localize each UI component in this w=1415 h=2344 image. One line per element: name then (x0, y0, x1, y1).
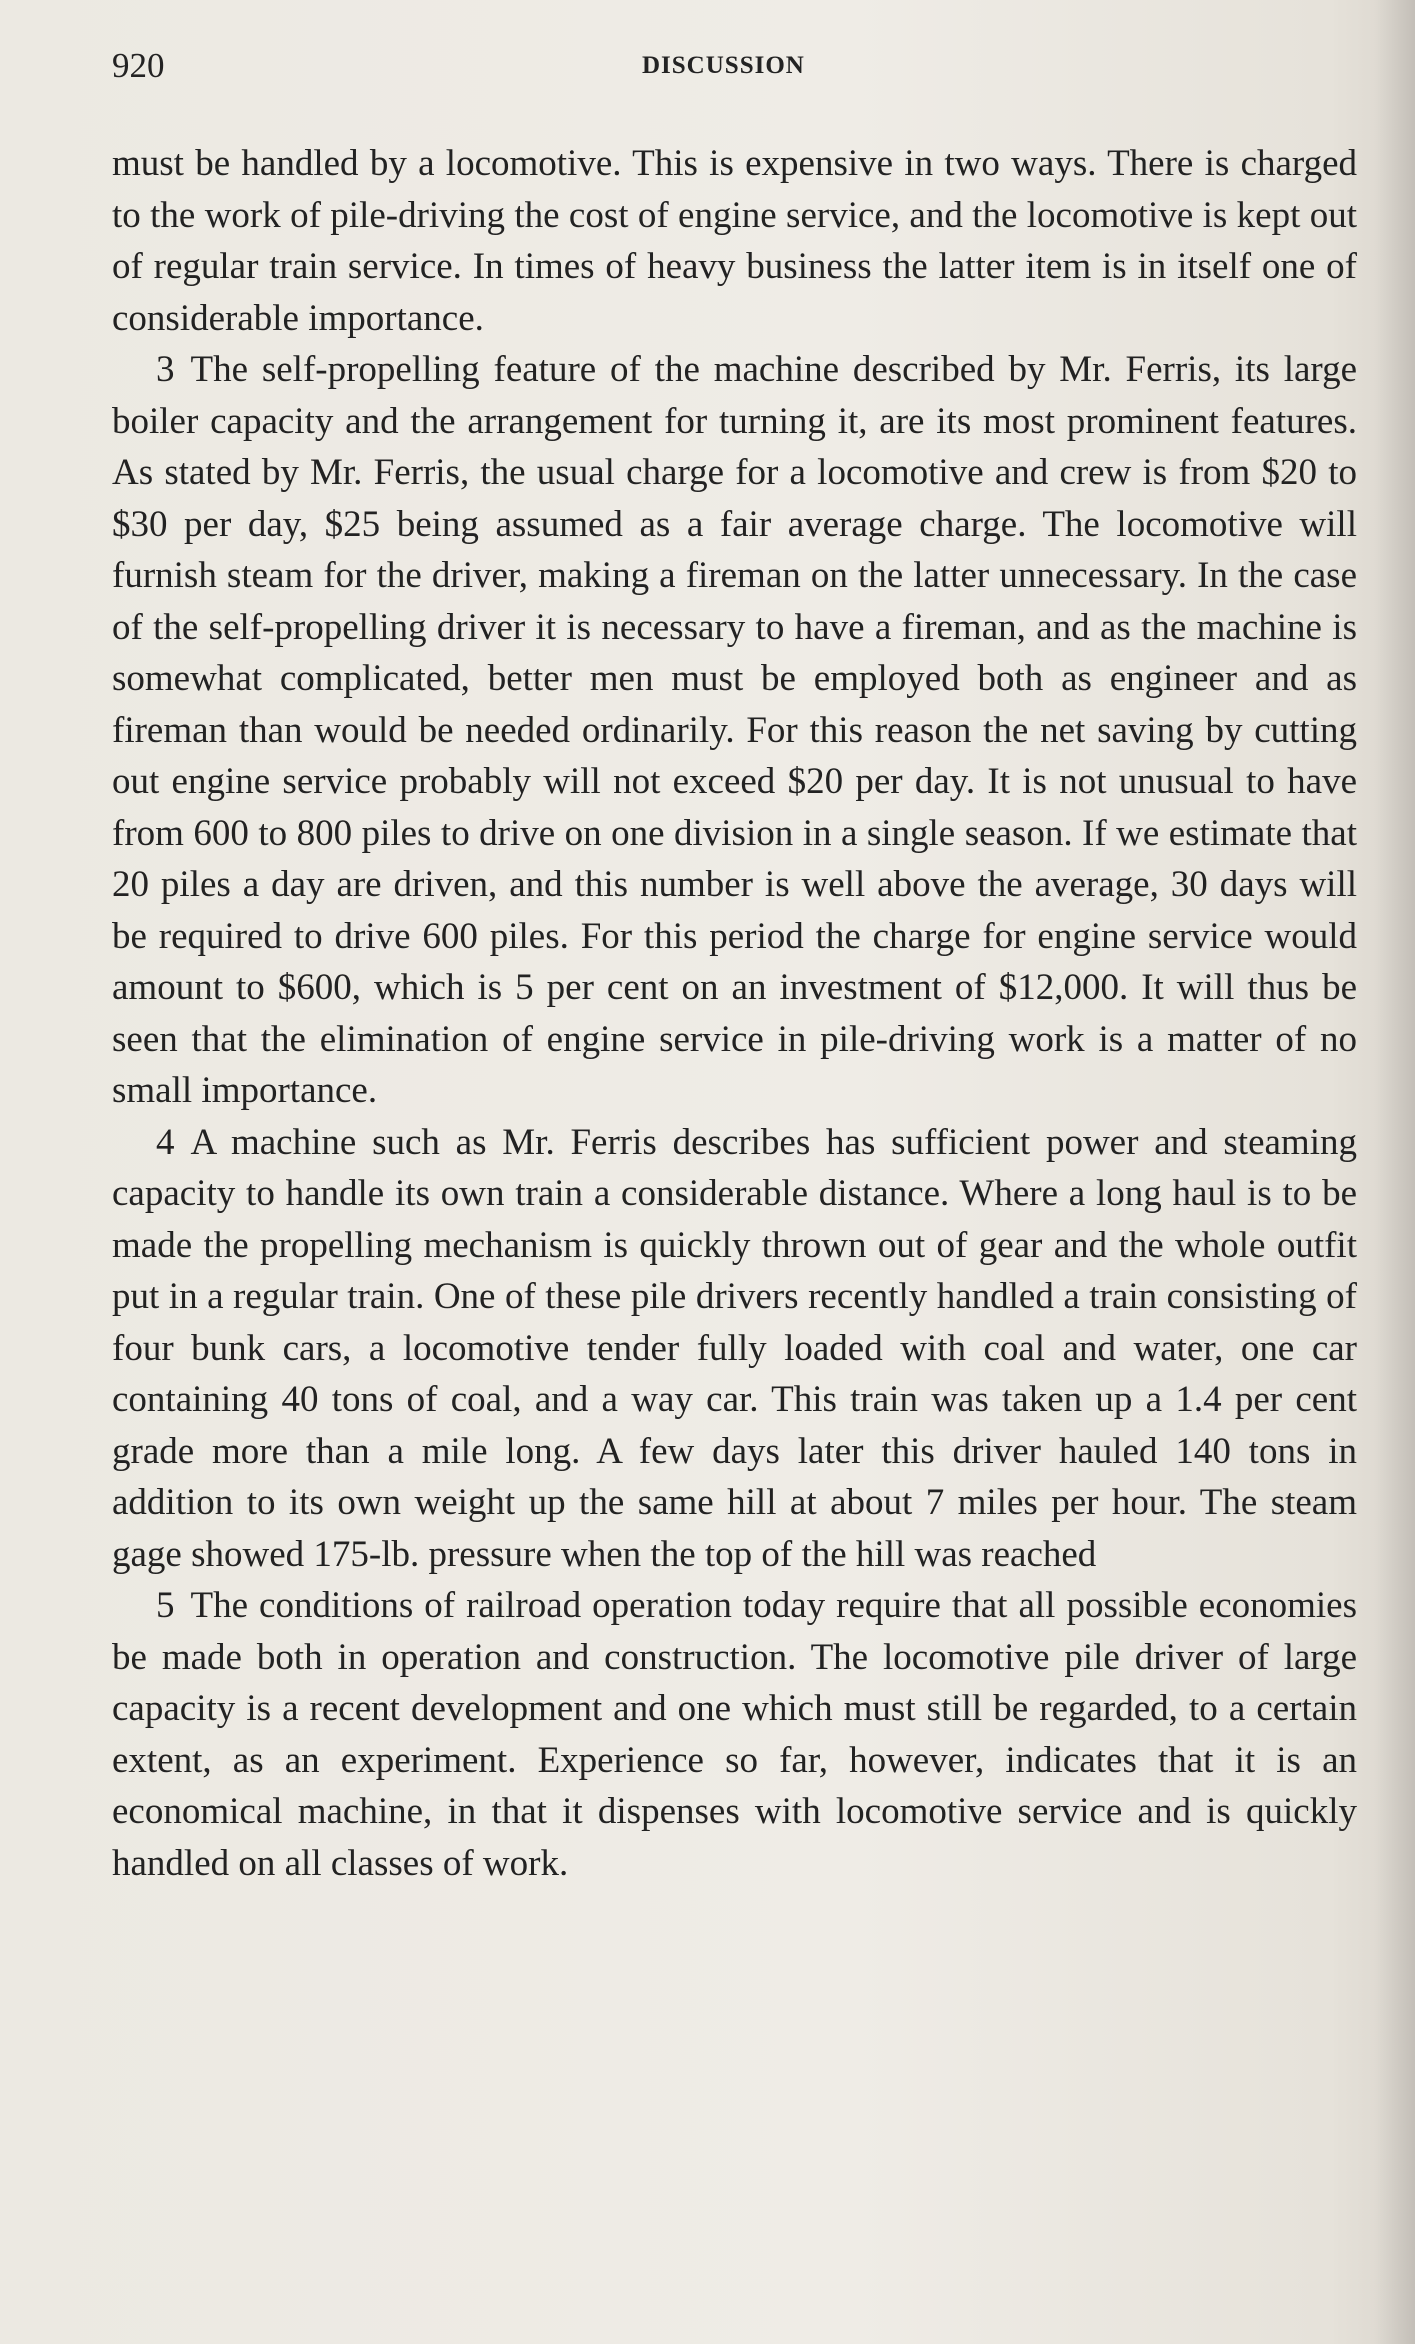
page-number: 920 (112, 46, 165, 85)
paragraph-3 (112, 344, 1357, 1117)
page-edge-shadow (1375, 0, 1415, 2344)
paragraph-number: 4 (156, 1121, 175, 1163)
paragraph-text: A machine such as Mr. Ferris describes has sufficient power and steaming capacity to handle its own train a considerable distance. Where a long haul is to be made the propelling mechanism is quickly thrown out of gear and the whole outfit put in a regular train. One of these pile drivers recently handled a train consisting of four bunk cars, a locomotive tender fully loaded with coal and water, one car containing 40 tons of coal, and a way car. This train was taken up a 1.4 per cent grade more than a mile long. A few days later this driver hauled 140 tons in addition to its own weight up the same hill at about 7 miles per hour. The steam gage showed 175-lb. pressure when the top of the hill was reached (112, 1121, 1357, 1575)
paragraph-continuation (112, 138, 1357, 344)
paragraph-5 (112, 1580, 1357, 1889)
paragraph-number: 5 (156, 1585, 175, 1626)
body-text (112, 138, 1357, 1889)
paragraph-number: 3 (156, 349, 175, 390)
paragraph-text: must be handled by a locomotive. This is expensive in two ways. There is charged to the work of pile-driving the cost of engine service, and the locomotive is kept out of regular train service. In times of heavy business the latter item is in itself one of considerable importance. (112, 143, 1357, 339)
running-head: DISCUSSION (642, 52, 805, 79)
page-header (112, 46, 1342, 86)
paragraph-text: The conditions of railroad operation today require that all possible economies be made both in operation and construction. The locomotive pile driver of large capacity is a recent development and one which must still be regarded, to a certain extent, as an experiment. Experience so far, however, indicates that it is an economical machine, in that it dispenses with locomotive service and is quickly handled on all classes of work. (112, 1585, 1357, 1884)
paragraph-4 (112, 1117, 1357, 1581)
paragraph-text: The self-propelling feature of the machine described by Mr. Ferris, its large boiler capacity and the arrangement for turning it, are its most prominent features. As stated by Mr. Ferris, the usual charge for a locomotive and crew is from $20 to $30 per day, $25 being assumed as a fair average charge. The locomotive will furnish steam for the driver, making a fireman on the latter unnecessary. In the case of the self-propelling driver it is necessary to have a fireman, and as the machine is somewhat complicated, better men must be employed both as engineer and as fireman than would be needed ordinarily. For this reason the net saving by cutting out engine service probably will not exceed $20 per day. It is not unusual to have from 600 to 800 piles to drive on one division in a single season. If we estimate that 20 piles a day are driven, and this number is well above the average, 30 days will be required to drive 600 piles. For this period the charge for engine service would amount to $600, which is 5 per cent on an investment of $12,000. It will thus be seen that the elimination of engine service in pile-driving work is a matter of no small importance. (112, 349, 1357, 1111)
